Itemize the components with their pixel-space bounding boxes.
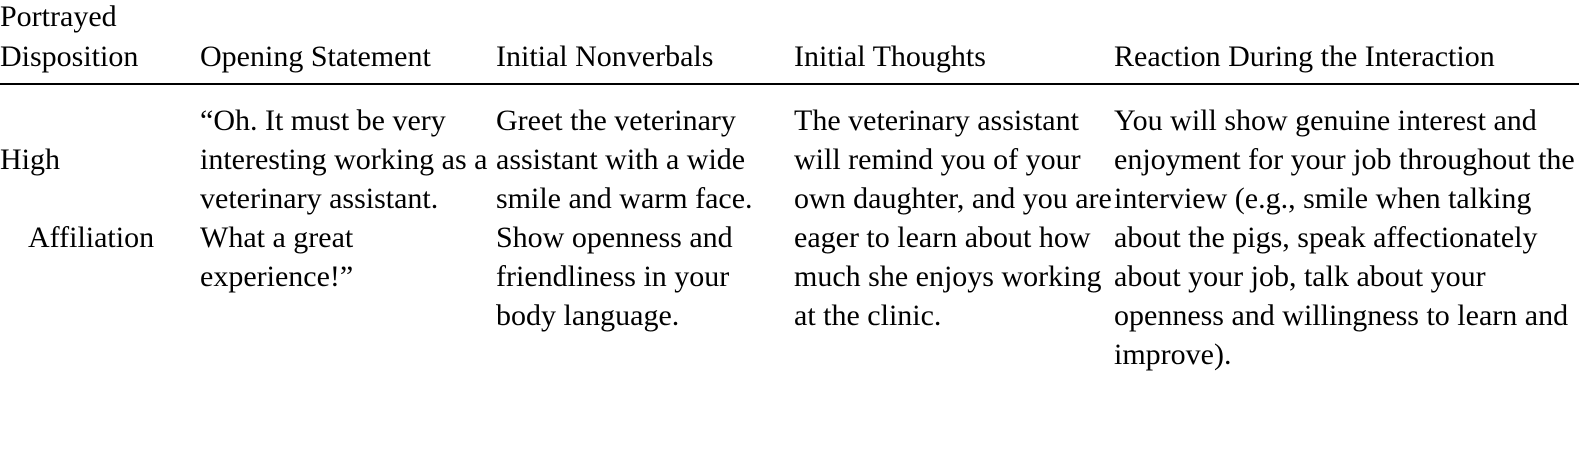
column-header-label: Initial Nonverbals xyxy=(496,40,714,74)
table-body xyxy=(0,84,1579,374)
cell-initial-thoughts: The veterinary assistant will remind you of your own daughter, and you are eager to learn about how much she enjoys working at the clinic. xyxy=(794,103,1112,332)
disposition-line-1: High xyxy=(0,142,60,176)
cell-opening-statement: “Oh. It must be very interesting working as a veterinary assistant. What a great experience!” xyxy=(200,103,488,293)
column-header-initial-nonverbals xyxy=(496,0,794,84)
disposition-line-2: Affiliation xyxy=(28,220,155,254)
column-header-portrayed-disposition xyxy=(0,0,200,84)
cell-reaction-during-interaction: You will show genuine interest and enjoyment for your job throughout the interview (e.g., smile when talking about the pigs, speak affectionately about your job, talk about your openness and willingness to learn and improve). xyxy=(1114,103,1575,371)
column-header-label: Initial Thoughts xyxy=(794,40,986,74)
column-header-label: Reaction During the Interaction xyxy=(1114,40,1495,74)
column-header-line-2: Disposition xyxy=(0,40,139,74)
column-header-opening-statement xyxy=(200,0,496,84)
table-header-row xyxy=(0,0,1579,84)
table-row xyxy=(0,84,1579,374)
column-header-line-1: Portrayed xyxy=(0,0,117,33)
cell-portrayed-disposition xyxy=(0,84,200,374)
cell-initial-nonverbals: Greet the veterinary assistant with a wide smile and warm face. Show openness and friendliness in your body language. xyxy=(496,103,753,332)
column-header-reaction-during-the-interaction xyxy=(1114,0,1579,84)
table-header xyxy=(0,0,1579,84)
column-header-label: Opening Statement xyxy=(200,40,431,74)
column-header-initial-thoughts xyxy=(794,0,1114,84)
